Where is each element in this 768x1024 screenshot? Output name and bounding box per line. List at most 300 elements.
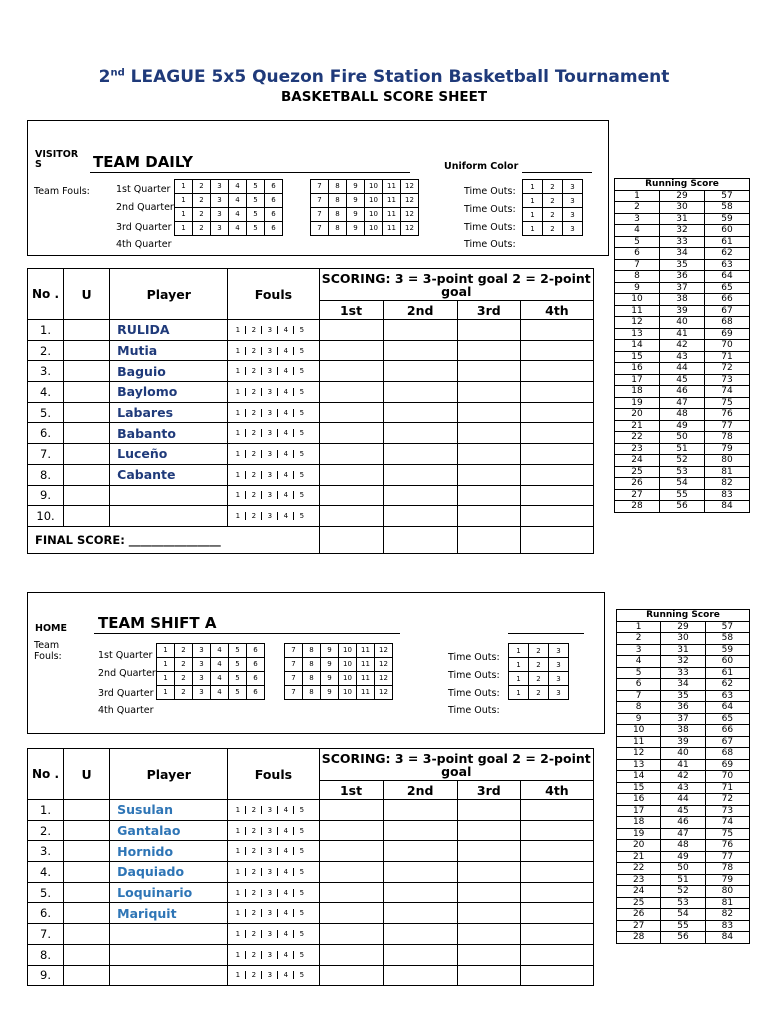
team-foul-box[interactable]: 2 [193, 180, 211, 194]
running-score-cell[interactable]: 28 [617, 932, 661, 944]
running-score-cell[interactable]: 67 [705, 305, 750, 317]
team-foul-box[interactable]: 3 [193, 658, 211, 672]
running-score-cell[interactable]: 34 [661, 679, 705, 691]
uniform-number-cell[interactable] [64, 506, 110, 527]
foul-mark[interactable]: 4 [278, 450, 294, 458]
running-score-cell[interactable]: 2 [617, 633, 661, 645]
quarter-score-cell[interactable] [520, 340, 593, 361]
running-score-cell[interactable]: 75 [705, 828, 749, 840]
quarter-score-cell[interactable] [383, 361, 457, 382]
foul-mark[interactable]: 2 [246, 471, 262, 479]
team-foul-box[interactable]: 11 [357, 644, 375, 658]
running-score-cell[interactable]: 1 [615, 190, 660, 202]
team-foul-box[interactable]: 5 [247, 194, 265, 208]
running-score-cell[interactable]: 65 [705, 282, 750, 294]
running-score-cell[interactable]: 21 [617, 851, 661, 863]
uniform-number-cell[interactable] [64, 903, 110, 924]
running-score-cell[interactable]: 79 [705, 874, 749, 886]
quarter-score-cell[interactable] [319, 382, 383, 403]
foul-mark[interactable]: 5 [299, 470, 305, 479]
quarter-score-cell[interactable] [457, 444, 520, 465]
team-foul-box[interactable]: 8 [303, 658, 321, 672]
team-foul-box[interactable]: 3 [211, 194, 229, 208]
foul-mark[interactable]: 5 [299, 491, 305, 500]
quarter-score-cell[interactable] [383, 340, 457, 361]
foul-mark[interactable]: 5 [299, 971, 305, 980]
quarter-score-cell[interactable] [457, 944, 520, 965]
timeout-box[interactable]: 2 [529, 686, 549, 700]
quarter-score-cell[interactable] [457, 800, 520, 821]
running-score-cell[interactable]: 33 [661, 667, 705, 679]
quarter-score-cell[interactable] [383, 485, 457, 506]
foul-mark[interactable]: 5 [299, 805, 305, 814]
quarter-score-cell[interactable] [457, 506, 520, 527]
running-score-cell[interactable]: 38 [661, 725, 705, 737]
team-foul-box[interactable]: 4 [211, 672, 229, 686]
quarter-score-cell[interactable] [383, 882, 457, 903]
running-score-cell[interactable]: 53 [661, 897, 705, 909]
team-foul-box[interactable]: 10 [339, 672, 357, 686]
team-foul-box[interactable]: 4 [211, 644, 229, 658]
quarter-score-cell[interactable] [383, 820, 457, 841]
foul-mark[interactable]: 3 [262, 827, 278, 835]
running-score-cell[interactable]: 70 [705, 340, 750, 352]
team-foul-box[interactable]: 2 [175, 658, 193, 672]
team-foul-box[interactable]: 1 [175, 180, 193, 194]
running-score-cell[interactable]: 24 [617, 886, 661, 898]
quarter-score-cell[interactable] [319, 944, 383, 965]
quarter-score-cell[interactable] [319, 882, 383, 903]
running-score-cell[interactable]: 51 [660, 443, 705, 455]
running-score-cell[interactable]: 56 [660, 501, 705, 513]
timeout-box[interactable]: 1 [523, 180, 543, 194]
quarter-score-cell[interactable] [319, 965, 383, 986]
running-score-cell[interactable]: 27 [615, 489, 660, 501]
foul-mark[interactable]: 3 [262, 868, 278, 876]
running-score-cell[interactable]: 71 [705, 782, 749, 794]
foul-mark[interactable]: 2 [246, 450, 262, 458]
running-score-cell[interactable]: 23 [617, 874, 661, 886]
foul-mark[interactable]: 1 [230, 951, 246, 959]
uniform-number-cell[interactable] [64, 485, 110, 506]
team-foul-box[interactable]: 10 [339, 644, 357, 658]
player-name[interactable] [110, 965, 228, 986]
team-foul-box[interactable]: 6 [265, 194, 283, 208]
running-score-cell[interactable]: 64 [705, 702, 749, 714]
quarter-score-cell[interactable] [457, 862, 520, 883]
running-score-cell[interactable]: 47 [661, 828, 705, 840]
foul-mark[interactable]: 5 [299, 387, 305, 396]
running-score-cell[interactable]: 39 [661, 736, 705, 748]
foul-mark[interactable]: 1 [230, 971, 246, 979]
team-foul-box[interactable]: 3 [211, 222, 229, 236]
foul-mark[interactable]: 4 [278, 971, 294, 979]
running-score-cell[interactable]: 4 [615, 225, 660, 237]
quarter-score-cell[interactable] [457, 820, 520, 841]
quarter-score-cell[interactable] [383, 423, 457, 444]
running-score-cell[interactable]: 4 [617, 656, 661, 668]
quarter-score-cell[interactable] [457, 361, 520, 382]
quarter-score-cell[interactable] [383, 841, 457, 862]
running-score-cell[interactable]: 50 [661, 863, 705, 875]
quarter-score-cell[interactable] [383, 444, 457, 465]
running-score-cell[interactable]: 57 [705, 621, 749, 633]
quarter-score-cell[interactable] [457, 965, 520, 986]
quarter-score-cell[interactable] [520, 320, 593, 341]
team-foul-box[interactable]: 2 [193, 194, 211, 208]
running-score-cell[interactable]: 54 [660, 478, 705, 490]
team-foul-box[interactable]: 7 [285, 644, 303, 658]
quarter-score-cell[interactable] [520, 924, 593, 945]
player-name[interactable] [110, 485, 228, 506]
running-score-cell[interactable]: 14 [615, 340, 660, 352]
team-foul-box[interactable]: 7 [311, 180, 329, 194]
timeout-box[interactable]: 3 [563, 208, 583, 222]
team-foul-box[interactable]: 11 [383, 222, 401, 236]
running-score-cell[interactable]: 14 [617, 771, 661, 783]
timeout-box[interactable]: 2 [543, 180, 563, 194]
foul-mark[interactable]: 1 [230, 889, 246, 897]
running-score-cell[interactable]: 20 [615, 409, 660, 421]
running-score-cell[interactable]: 22 [615, 432, 660, 444]
foul-mark[interactable]: 1 [230, 429, 246, 437]
running-score-cell[interactable]: 51 [661, 874, 705, 886]
foul-mark[interactable]: 2 [246, 347, 262, 355]
running-score-cell[interactable]: 13 [615, 328, 660, 340]
foul-mark[interactable]: 4 [278, 409, 294, 417]
quarter-score-cell[interactable] [457, 924, 520, 945]
team-foul-box[interactable]: 2 [193, 208, 211, 222]
team-foul-box[interactable]: 10 [365, 180, 383, 194]
team-foul-box[interactable]: 2 [175, 686, 193, 700]
foul-mark[interactable]: 5 [299, 888, 305, 897]
player-name[interactable] [110, 944, 228, 965]
team-foul-box[interactable]: 8 [303, 672, 321, 686]
uniform-number-cell[interactable] [64, 820, 110, 841]
foul-mark[interactable]: 3 [262, 367, 278, 375]
timeout-box[interactable]: 3 [563, 180, 583, 194]
foul-mark[interactable]: 2 [246, 429, 262, 437]
quarter-score-cell[interactable] [520, 944, 593, 965]
foul-mark[interactable]: 5 [299, 512, 305, 521]
team-foul-box[interactable]: 11 [357, 658, 375, 672]
running-score-cell[interactable]: 30 [661, 633, 705, 645]
running-score-cell[interactable]: 82 [705, 909, 749, 921]
foul-mark[interactable]: 5 [299, 408, 305, 417]
running-score-cell[interactable]: 64 [705, 271, 750, 283]
foul-mark[interactable]: 2 [246, 868, 262, 876]
quarter-score-cell[interactable] [319, 820, 383, 841]
foul-mark[interactable]: 5 [299, 325, 305, 334]
foul-mark[interactable]: 4 [278, 429, 294, 437]
quarter-score-cell[interactable] [319, 464, 383, 485]
quarter-score-cell[interactable] [383, 924, 457, 945]
team-foul-box[interactable]: 8 [329, 208, 347, 222]
running-score-cell[interactable]: 16 [617, 794, 661, 806]
timeout-box[interactable]: 2 [529, 672, 549, 686]
quarter-score-cell[interactable] [457, 903, 520, 924]
running-score-cell[interactable]: 65 [705, 713, 749, 725]
running-score-cell[interactable]: 9 [617, 713, 661, 725]
running-score-cell[interactable]: 68 [705, 748, 749, 760]
running-score-cell[interactable]: 81 [705, 466, 750, 478]
quarter-score-cell[interactable] [383, 506, 457, 527]
running-score-cell[interactable]: 13 [617, 759, 661, 771]
running-score-cell[interactable]: 37 [660, 282, 705, 294]
team-foul-box[interactable]: 9 [347, 208, 365, 222]
running-score-cell[interactable]: 67 [705, 736, 749, 748]
running-score-cell[interactable]: 28 [615, 501, 660, 513]
quarter-score-cell[interactable] [319, 423, 383, 444]
running-score-cell[interactable]: 40 [661, 748, 705, 760]
quarter-score-cell[interactable] [383, 382, 457, 403]
player-name[interactable]: Daquiado [110, 862, 228, 883]
team-foul-box[interactable]: 11 [357, 672, 375, 686]
running-score-cell[interactable]: 61 [705, 236, 750, 248]
team-foul-box[interactable]: 5 [229, 658, 247, 672]
running-score-cell[interactable]: 46 [660, 386, 705, 398]
team-foul-box[interactable]: 8 [329, 194, 347, 208]
running-score-cell[interactable]: 45 [661, 805, 705, 817]
foul-mark[interactable]: 1 [230, 409, 246, 417]
foul-mark[interactable]: 4 [278, 347, 294, 355]
foul-mark[interactable]: 5 [299, 847, 305, 856]
quarter-score-cell[interactable] [457, 485, 520, 506]
running-score-cell[interactable]: 34 [660, 248, 705, 260]
final-score-label[interactable]: FINAL SCORE: ________________ [28, 526, 320, 553]
foul-mark[interactable]: 2 [246, 367, 262, 375]
running-score-cell[interactable]: 44 [660, 363, 705, 375]
running-score-cell[interactable]: 76 [705, 840, 749, 852]
uniform-number-cell[interactable] [64, 862, 110, 883]
player-name[interactable]: Babanto [110, 423, 228, 444]
running-score-cell[interactable]: 5 [617, 667, 661, 679]
foul-mark[interactable]: 3 [262, 491, 278, 499]
foul-mark[interactable]: 4 [278, 930, 294, 938]
team-foul-box[interactable]: 11 [383, 194, 401, 208]
quarter-score-cell[interactable] [457, 320, 520, 341]
foul-mark[interactable]: 3 [262, 971, 278, 979]
foul-mark[interactable]: 5 [299, 950, 305, 959]
team-foul-box[interactable]: 6 [247, 672, 265, 686]
running-score-cell[interactable]: 3 [615, 213, 660, 225]
quarter-score-cell[interactable] [457, 340, 520, 361]
uniform-number-cell[interactable] [64, 800, 110, 821]
running-score-cell[interactable]: 17 [617, 805, 661, 817]
foul-mark[interactable]: 2 [246, 388, 262, 396]
quarter-score-cell[interactable] [319, 903, 383, 924]
quarter-score-cell[interactable] [319, 444, 383, 465]
running-score-cell[interactable]: 60 [705, 656, 749, 668]
running-score-cell[interactable]: 10 [617, 725, 661, 737]
foul-mark[interactable]: 5 [299, 909, 305, 918]
quarter-score-cell[interactable] [520, 506, 593, 527]
team-foul-box[interactable]: 12 [375, 672, 393, 686]
home-team-name[interactable]: TEAM SHIFT A [98, 614, 217, 632]
running-score-cell[interactable]: 73 [705, 374, 750, 386]
running-score-cell[interactable]: 43 [661, 782, 705, 794]
running-score-cell[interactable]: 46 [661, 817, 705, 829]
uniform-number-cell[interactable] [64, 340, 110, 361]
running-score-cell[interactable]: 61 [705, 667, 749, 679]
quarter-score-cell[interactable] [520, 800, 593, 821]
running-score-cell[interactable]: 45 [660, 374, 705, 386]
running-score-cell[interactable]: 39 [660, 305, 705, 317]
running-score-cell[interactable]: 12 [617, 748, 661, 760]
foul-mark[interactable]: 2 [246, 512, 262, 520]
foul-mark[interactable]: 4 [278, 909, 294, 917]
team-foul-box[interactable]: 11 [383, 208, 401, 222]
running-score-cell[interactable]: 30 [660, 202, 705, 214]
timeout-box[interactable]: 2 [529, 658, 549, 672]
team-foul-box[interactable]: 12 [401, 208, 419, 222]
timeout-box[interactable]: 1 [523, 194, 543, 208]
foul-mark[interactable]: 4 [278, 827, 294, 835]
running-score-cell[interactable]: 53 [660, 466, 705, 478]
foul-mark[interactable]: 2 [246, 889, 262, 897]
timeout-box[interactable]: 2 [529, 644, 549, 658]
running-score-cell[interactable]: 7 [615, 259, 660, 271]
foul-mark[interactable]: 2 [246, 930, 262, 938]
team-foul-box[interactable]: 12 [375, 686, 393, 700]
team-foul-box[interactable]: 3 [193, 644, 211, 658]
running-score-cell[interactable]: 84 [705, 501, 750, 513]
team-foul-box[interactable]: 9 [347, 194, 365, 208]
foul-mark[interactable]: 4 [278, 847, 294, 855]
quarter-score-cell[interactable] [383, 464, 457, 485]
timeout-box[interactable]: 1 [509, 644, 529, 658]
team-foul-box[interactable]: 3 [193, 686, 211, 700]
quarter-score-cell[interactable] [457, 402, 520, 423]
foul-mark[interactable]: 4 [278, 367, 294, 375]
foul-mark[interactable]: 2 [246, 326, 262, 334]
timeout-box[interactable]: 3 [549, 658, 569, 672]
player-name[interactable]: Hornido [110, 841, 228, 862]
player-name[interactable]: Baylomo [110, 382, 228, 403]
running-score-cell[interactable]: 15 [617, 782, 661, 794]
team-foul-box[interactable]: 12 [401, 194, 419, 208]
quarter-score-cell[interactable] [319, 841, 383, 862]
quarter-score-cell[interactable] [457, 841, 520, 862]
team-foul-box[interactable]: 7 [311, 194, 329, 208]
quarter-score-cell[interactable] [319, 402, 383, 423]
running-score-cell[interactable]: 83 [705, 489, 750, 501]
team-foul-box[interactable]: 1 [157, 658, 175, 672]
quarter-score-cell[interactable] [319, 340, 383, 361]
foul-mark[interactable]: 4 [278, 388, 294, 396]
uniform-color-field[interactable] [508, 633, 584, 634]
running-score-cell[interactable]: 60 [705, 225, 750, 237]
running-score-cell[interactable]: 3 [617, 644, 661, 656]
running-score-cell[interactable]: 21 [615, 420, 660, 432]
running-score-cell[interactable]: 77 [705, 420, 750, 432]
quarter-score-cell[interactable] [520, 965, 593, 986]
foul-mark[interactable]: 3 [262, 909, 278, 917]
timeout-box[interactable]: 3 [549, 644, 569, 658]
team-foul-box[interactable]: 7 [285, 658, 303, 672]
foul-mark[interactable]: 5 [299, 867, 305, 876]
running-score-cell[interactable]: 55 [660, 489, 705, 501]
team-foul-box[interactable]: 6 [247, 686, 265, 700]
running-score-cell[interactable]: 36 [661, 702, 705, 714]
uniform-number-cell[interactable] [64, 423, 110, 444]
running-score-cell[interactable]: 26 [615, 478, 660, 490]
player-name[interactable] [110, 924, 228, 945]
uniform-number-cell[interactable] [64, 361, 110, 382]
foul-mark[interactable]: 2 [246, 806, 262, 814]
running-score-cell[interactable]: 82 [705, 478, 750, 490]
uniform-number-cell[interactable] [64, 944, 110, 965]
running-score-cell[interactable]: 19 [615, 397, 660, 409]
uniform-number-cell[interactable] [64, 402, 110, 423]
uniform-number-cell[interactable] [64, 444, 110, 465]
quarter-score-cell[interactable] [319, 361, 383, 382]
team-foul-box[interactable]: 1 [157, 686, 175, 700]
running-score-cell[interactable]: 20 [617, 840, 661, 852]
running-score-cell[interactable]: 31 [660, 213, 705, 225]
running-score-cell[interactable]: 12 [615, 317, 660, 329]
quarter-score-cell[interactable] [383, 903, 457, 924]
quarter-score-cell[interactable] [319, 862, 383, 883]
team-foul-box[interactable]: 12 [375, 644, 393, 658]
quarter-score-cell[interactable] [520, 382, 593, 403]
running-score-cell[interactable]: 42 [661, 771, 705, 783]
running-score-cell[interactable]: 38 [660, 294, 705, 306]
team-foul-box[interactable]: 3 [211, 208, 229, 222]
running-score-cell[interactable]: 66 [705, 294, 750, 306]
running-score-cell[interactable]: 72 [705, 363, 750, 375]
running-score-cell[interactable]: 72 [705, 794, 749, 806]
quarter-score-cell[interactable] [520, 903, 593, 924]
running-score-cell[interactable]: 32 [660, 225, 705, 237]
running-score-cell[interactable]: 68 [705, 317, 750, 329]
team-foul-box[interactable]: 7 [285, 686, 303, 700]
team-foul-box[interactable]: 10 [365, 208, 383, 222]
quarter-score-cell[interactable] [383, 800, 457, 821]
running-score-cell[interactable]: 80 [705, 455, 750, 467]
foul-mark[interactable]: 4 [278, 326, 294, 334]
team-foul-box[interactable]: 6 [247, 658, 265, 672]
team-foul-box[interactable]: 11 [383, 180, 401, 194]
running-score-cell[interactable]: 26 [617, 909, 661, 921]
foul-mark[interactable]: 5 [299, 826, 305, 835]
running-score-cell[interactable]: 58 [705, 202, 750, 214]
running-score-cell[interactable]: 43 [660, 351, 705, 363]
team-foul-box[interactable]: 10 [365, 194, 383, 208]
running-score-cell[interactable]: 18 [615, 386, 660, 398]
player-name[interactable]: Mariquit [110, 903, 228, 924]
running-score-cell[interactable]: 8 [615, 271, 660, 283]
quarter-score-cell[interactable] [520, 820, 593, 841]
uniform-number-cell[interactable] [64, 965, 110, 986]
uniform-number-cell[interactable] [64, 924, 110, 945]
running-score-cell[interactable]: 44 [661, 794, 705, 806]
running-score-cell[interactable]: 29 [661, 621, 705, 633]
player-name[interactable]: Gantalao [110, 820, 228, 841]
foul-mark[interactable]: 3 [262, 429, 278, 437]
running-score-cell[interactable]: 25 [617, 897, 661, 909]
uniform-number-cell[interactable] [64, 882, 110, 903]
running-score-cell[interactable]: 19 [617, 828, 661, 840]
foul-mark[interactable]: 3 [262, 326, 278, 334]
running-score-cell[interactable]: 79 [705, 443, 750, 455]
quarter-score-cell[interactable] [319, 485, 383, 506]
running-score-cell[interactable]: 29 [660, 190, 705, 202]
running-score-cell[interactable]: 40 [660, 317, 705, 329]
team-foul-box[interactable]: 5 [247, 222, 265, 236]
running-score-cell[interactable]: 27 [617, 920, 661, 932]
foul-mark[interactable]: 1 [230, 847, 246, 855]
